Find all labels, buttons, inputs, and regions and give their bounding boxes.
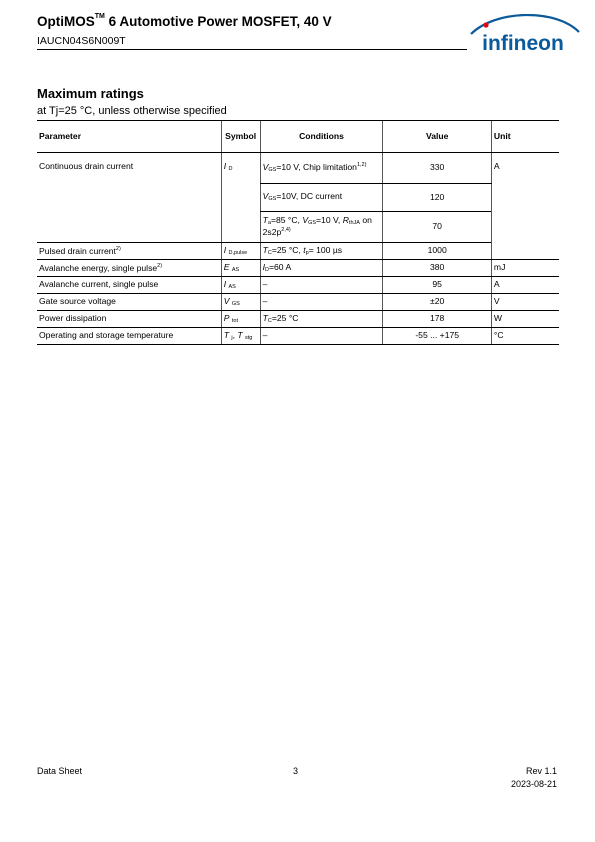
header-divider bbox=[37, 49, 467, 50]
cond-text: =85 °C, bbox=[270, 215, 303, 226]
value-cell: 95 bbox=[383, 277, 491, 294]
cond-symbol: R bbox=[342, 215, 349, 226]
cond-text: on bbox=[359, 215, 372, 226]
cond-symbol: T bbox=[262, 215, 268, 226]
symbol-letter: I bbox=[223, 244, 227, 255]
cond-subscript: p bbox=[305, 249, 309, 256]
cond-text: =10V, DC current bbox=[276, 191, 343, 202]
symbol-subscript: GS bbox=[231, 300, 240, 307]
symbol-letter: T bbox=[237, 329, 243, 340]
symbol-subscript: tot bbox=[231, 317, 238, 324]
parameter-cell bbox=[37, 243, 221, 260]
unit-cell: A bbox=[491, 153, 559, 243]
unit-cell: °C bbox=[491, 328, 559, 345]
symbol-subscript: j bbox=[231, 334, 233, 341]
parameter-cell: Continuous drain current bbox=[37, 153, 221, 243]
cond-text: =10 V, Chip limitation bbox=[276, 162, 357, 173]
symbol-cell bbox=[221, 243, 260, 260]
symbol-subscript: AS bbox=[228, 283, 236, 290]
title-description: 6 Automotive Power MOSFET, 40 V bbox=[104, 14, 332, 29]
value-cell: 330 bbox=[383, 153, 491, 184]
unit-cell: V bbox=[491, 294, 559, 311]
cond-symbol: I bbox=[262, 261, 266, 272]
footnote-ref: 2) bbox=[157, 262, 163, 269]
value-cell: 1000 bbox=[383, 243, 491, 260]
conditions-cell: – bbox=[260, 328, 383, 345]
cond-subscript: a bbox=[267, 220, 271, 227]
section-subtitle: at Tj=25 °C, unless otherwise specified bbox=[37, 105, 227, 117]
value-cell: 120 bbox=[383, 184, 491, 212]
symbol-subscript: AS bbox=[231, 266, 240, 273]
symbol-subscript: stg bbox=[245, 334, 253, 341]
col-header-unit: Unit bbox=[491, 121, 559, 153]
trademark-mark: TM bbox=[94, 13, 105, 20]
table-row bbox=[37, 328, 559, 345]
cond-text: =25 °C bbox=[271, 312, 299, 323]
table-row bbox=[37, 277, 559, 294]
symbol-cell bbox=[221, 153, 260, 243]
cond-subscript: C bbox=[267, 317, 272, 324]
footer-page-number: 3 bbox=[293, 766, 299, 776]
parameter-cell: Avalanche current, single pulse bbox=[37, 277, 221, 294]
conditions-cell bbox=[260, 311, 383, 328]
table-row bbox=[37, 260, 559, 277]
parameter-cell bbox=[37, 260, 221, 277]
unit-cell: W bbox=[491, 311, 559, 328]
logo-dot bbox=[483, 22, 488, 27]
conditions-cell bbox=[260, 153, 383, 184]
cond-symbol: V bbox=[302, 215, 309, 226]
unit-cell: mJ bbox=[491, 260, 559, 277]
section-title: Maximum ratings bbox=[37, 86, 144, 101]
value-cell: 380 bbox=[383, 260, 491, 277]
cond-subscript: GS bbox=[268, 167, 277, 174]
part-number: IAUCN04S6N009T bbox=[37, 35, 126, 47]
col-header-value: Value bbox=[383, 121, 491, 153]
symbol-separator: , bbox=[232, 329, 238, 340]
conditions-cell bbox=[260, 184, 383, 212]
cond-text: =60 A bbox=[269, 261, 292, 272]
symbol-cell bbox=[221, 328, 260, 345]
parameter-text: Avalanche energy, single pulse bbox=[39, 262, 158, 273]
symbol-cell bbox=[221, 277, 260, 294]
maximum-ratings-table bbox=[37, 120, 559, 345]
cond-text: =25 °C, bbox=[271, 244, 304, 255]
footer-revision: Rev 1.1 bbox=[525, 766, 557, 776]
footnote-ref: 1,2) bbox=[356, 162, 367, 169]
footer-date: 2023-08-21 bbox=[510, 779, 557, 789]
cond-symbol: V bbox=[262, 191, 269, 202]
symbol-cell bbox=[221, 294, 260, 311]
cond-text: = 100 µs bbox=[308, 244, 343, 255]
symbol-cell bbox=[221, 260, 260, 277]
conditions-cell bbox=[260, 260, 383, 277]
cond-subscript: D bbox=[265, 266, 269, 273]
symbol-letter: T bbox=[223, 329, 229, 340]
value-cell: -55 ... +175 bbox=[383, 328, 491, 345]
symbol-letter: P bbox=[223, 312, 230, 323]
cond-subscript: GS bbox=[308, 220, 317, 227]
cond-symbol: V bbox=[262, 162, 269, 173]
parameter-cell: Power dissipation bbox=[37, 311, 221, 328]
unit-cell bbox=[491, 243, 559, 260]
col-header-parameter: Parameter bbox=[37, 121, 221, 153]
cond-subscript: thJA bbox=[348, 220, 360, 227]
value-cell: 70 bbox=[383, 212, 491, 243]
table-row bbox=[37, 153, 559, 184]
symbol-subscript: D bbox=[228, 166, 233, 172]
cond-symbol: T bbox=[262, 312, 268, 323]
footer-doc-type: Data Sheet bbox=[37, 766, 83, 776]
symbol-subscript: D,pulse bbox=[228, 249, 248, 256]
footnote-ref: 2) bbox=[115, 245, 121, 252]
table-row bbox=[37, 243, 559, 260]
cond-subscript: C bbox=[267, 249, 272, 256]
cond-subscript: GS bbox=[268, 196, 277, 203]
symbol-letter: I bbox=[223, 161, 227, 171]
document-title bbox=[37, 14, 332, 29]
parameter-cell: Gate source voltage bbox=[37, 294, 221, 311]
symbol-cell bbox=[221, 311, 260, 328]
cond-text: =10 V, bbox=[316, 215, 343, 226]
infineon-logo bbox=[465, 14, 583, 62]
symbol-letter: I bbox=[223, 278, 227, 289]
value-cell: 178 bbox=[383, 311, 491, 328]
table-row bbox=[37, 294, 559, 311]
conditions-cell: – bbox=[260, 277, 383, 294]
col-header-symbol: Symbol bbox=[221, 121, 260, 153]
table-header-row bbox=[37, 121, 559, 153]
unit-cell: A bbox=[491, 277, 559, 294]
parameter-cell: Operating and storage temperature bbox=[37, 328, 221, 345]
parameter-text: Pulsed drain current bbox=[39, 245, 116, 256]
conditions-cell bbox=[260, 212, 383, 243]
logo-wordmark: infineon bbox=[482, 32, 564, 55]
cond-symbol: T bbox=[262, 244, 268, 255]
footnote-ref: 2,4) bbox=[281, 226, 291, 233]
conditions-cell: – bbox=[260, 294, 383, 311]
value-cell: ±20 bbox=[383, 294, 491, 311]
col-header-conditions: Conditions bbox=[260, 121, 383, 153]
symbol-letter: V bbox=[223, 295, 230, 306]
cond-symbol: t bbox=[303, 244, 306, 255]
conditions-cell bbox=[260, 243, 383, 260]
title-product-name: OptiMOS bbox=[37, 14, 95, 29]
symbol-letter: E bbox=[223, 261, 230, 272]
cond-text: 2s2p bbox=[262, 226, 282, 237]
table-row bbox=[37, 311, 559, 328]
